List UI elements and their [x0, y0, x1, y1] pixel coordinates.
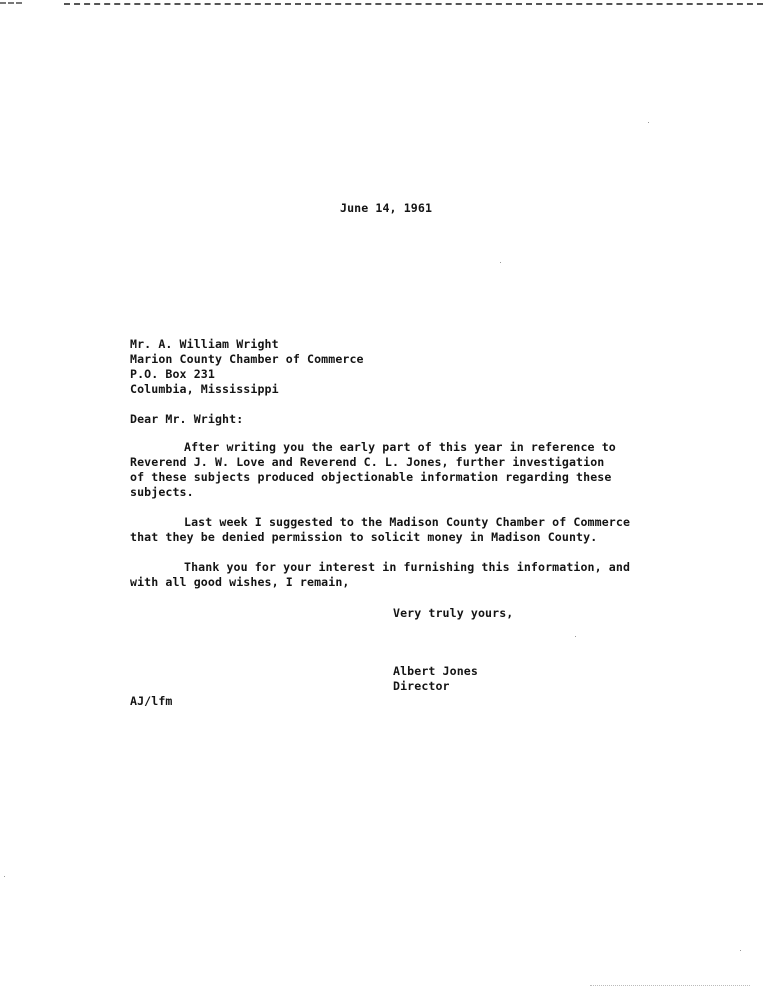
scan-speck [575, 636, 576, 637]
scan-edge-bottom [590, 985, 750, 986]
recipient-city-state: Columbia, Mississippi [130, 382, 279, 396]
paragraph-line: that they be denied permission to solicit money in Madison County. [130, 530, 598, 544]
body-paragraph-2 [130, 515, 630, 545]
paragraph-line: Reverend J. W. Love and Reverend C. L. Jones, further investigation [130, 455, 605, 469]
salutation: Dear Mr. Wright: [130, 412, 244, 426]
signer-name: Albert Jones [393, 664, 478, 678]
scan-speck [500, 262, 501, 263]
scan-edge-top [64, 3, 763, 5]
signature-block [393, 664, 478, 694]
paragraph-line: After writing you the early part of this year in reference to [184, 440, 616, 454]
recipient-address [130, 337, 364, 397]
recipient-po-box: P.O. Box 231 [130, 367, 215, 381]
recipient-organization: Marion County Chamber of Commerce [130, 352, 364, 366]
paragraph-line: Thank you for your interest in furnishing this information, and [184, 560, 631, 574]
body-paragraph-1 [130, 440, 616, 500]
letter-date: June 14, 1961 [340, 201, 433, 215]
body-paragraph-3 [130, 560, 630, 590]
paragraph-line: with all good wishes, I remain, [130, 575, 350, 589]
scan-speck [4, 876, 5, 877]
signer-title: Director [393, 679, 450, 693]
paragraph-line: Last week I suggested to the Madison County Chamber of Commerce [184, 515, 631, 529]
reference-initials: AJ/lfm [130, 694, 173, 708]
scan-edge-left [0, 2, 22, 4]
recipient-name: Mr. A. William Wright [130, 337, 279, 351]
paragraph-line: of these subjects produced objectionable information regarding these [130, 470, 612, 484]
scan-speck [648, 122, 649, 123]
scan-speck [740, 950, 741, 951]
paragraph-line: subjects. [130, 485, 194, 499]
complimentary-close: Very truly yours, [393, 606, 514, 620]
